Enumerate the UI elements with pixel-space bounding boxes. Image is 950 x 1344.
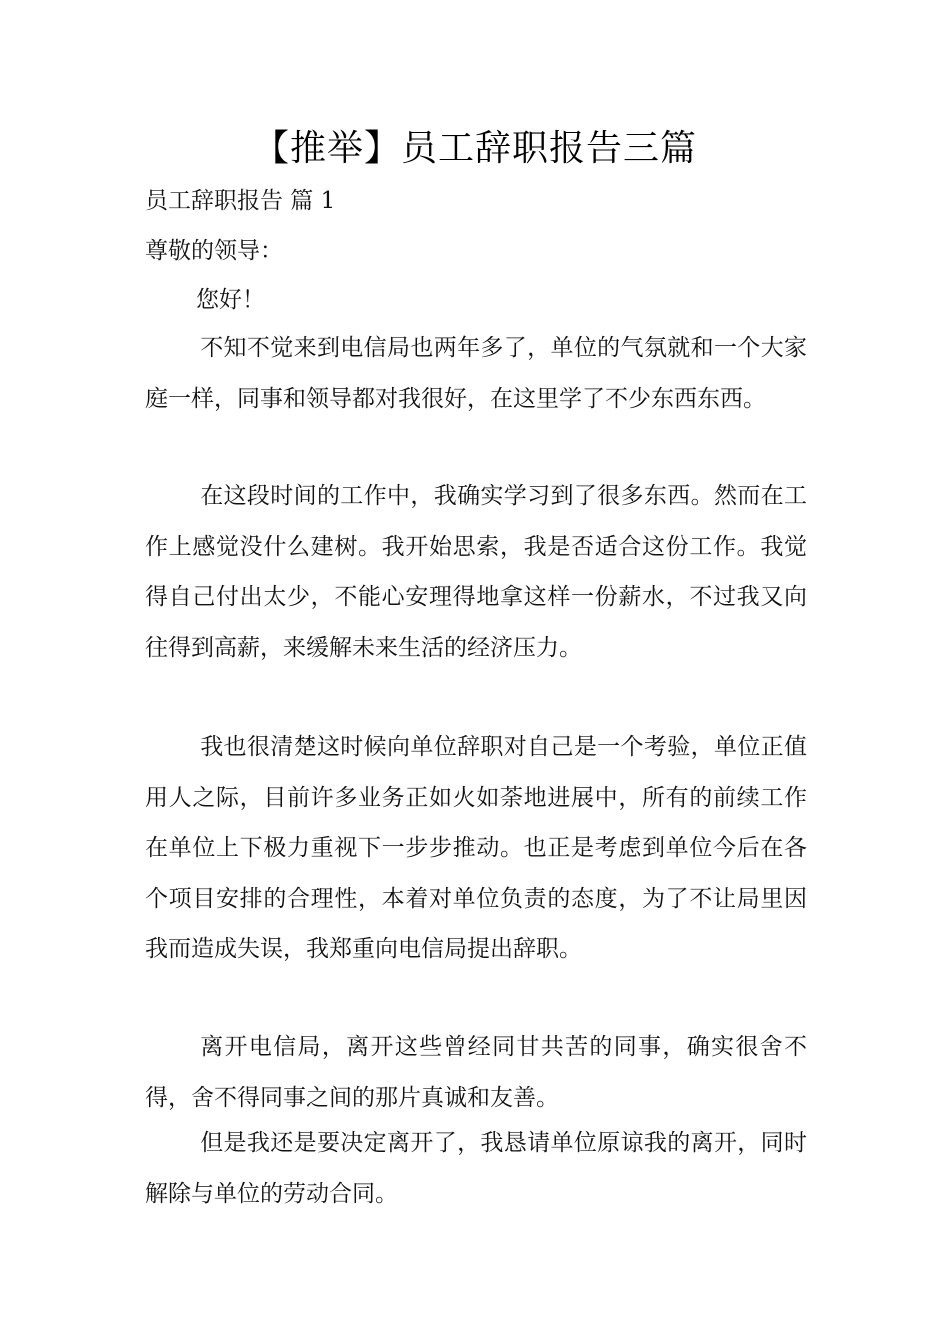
paragraph-4: 离开电信局，离开这些曾经同甘共苦的同事，确实很舍不得，舍不得同事之间的那片真诚和友善。 — [145, 1034, 807, 1111]
section-heading: 员工辞职报告 篇 1 — [145, 188, 336, 214]
salutation: 尊敬的领导： — [145, 238, 283, 264]
paragraph-2: 在这段时间的工作中，我确实学习到了很多东西。然而在工作上感觉没什么建树。我开始思索，我是否适合这份工作。我觉得自己付出太少，不能心安理得地拿这样一份薪水，不过我又向往得到高薪，来缓解未来生活的经济压力。 — [145, 483, 807, 661]
paragraph-3: 我也很清楚这时候向单位辞职对自己是一个考验，单位正值用人之际，目前许多业务正如火如荼地进展中，所有的前续工作在单位上下极力重视下一步步推动。也正是考虑到单位今后在各个项目安排的合理性，本着对单位负责的态度，为了不让局里因我而造成失误，我郑重向电信局提出辞职。 — [145, 734, 807, 962]
paragraph-1: 不知不觉来到电信局也两年多了，单位的气氛就和一个大家庭一样，同事和领导都对我很好，在这里学了不少东西东西。 — [145, 335, 807, 412]
greeting: 您好！ — [196, 287, 265, 313]
document-title: 【推举】员工辞职报告三篇 — [252, 128, 697, 169]
paragraph-5: 但是我还是要决定离开了，我恳请单位原谅我的离开，同时解除与单位的劳动合同。 — [145, 1130, 807, 1207]
